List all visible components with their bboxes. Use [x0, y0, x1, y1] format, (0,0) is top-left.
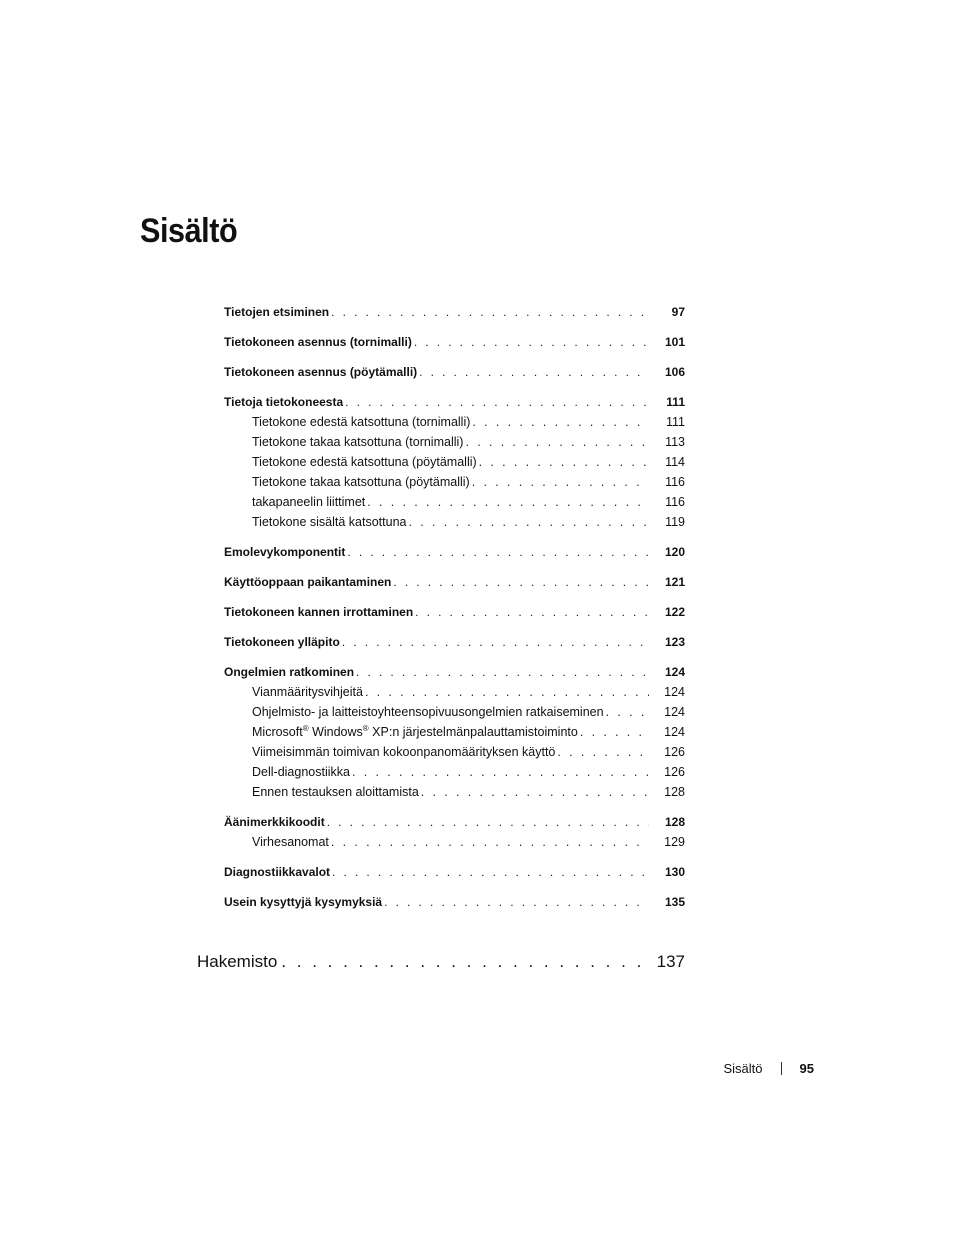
- toc-leader-dots: [331, 302, 649, 322]
- toc-entry-label: Dell-diagnostiikka: [252, 765, 350, 779]
- footer-page-number: 95: [799, 1061, 814, 1076]
- toc-subentry[interactable]: [224, 492, 685, 512]
- footer-section-label: Sisältö: [723, 1061, 763, 1076]
- toc-entry[interactable]: [224, 812, 685, 832]
- toc-entry-page: 130: [664, 865, 685, 879]
- toc-leader-dots: [409, 512, 650, 532]
- toc-leader-dots: [414, 332, 649, 352]
- toc-leader-dots: [465, 432, 649, 452]
- toc-leader-dots: [472, 412, 649, 432]
- index-entry[interactable]: [197, 952, 685, 978]
- page-footer: [700, 1061, 814, 1076]
- toc-entry-page: 129: [664, 835, 685, 849]
- toc-entry-page: 124: [664, 685, 685, 699]
- toc-entry-page: 116: [665, 475, 685, 489]
- toc-entry-label: Ohjelmisto- ja laitteistoyhteensopivuusongelmien ratkaiseminen: [252, 705, 604, 719]
- toc-entry-label: Tietokone takaa katsottuna (tornimalli): [252, 435, 464, 449]
- toc-entry-label: Ongelmien ratkominen: [224, 665, 355, 679]
- toc-leader-dots: [557, 742, 649, 762]
- toc-entry[interactable]: [224, 662, 685, 682]
- toc-subentry[interactable]: [224, 742, 685, 762]
- toc-leader-dots: [419, 362, 649, 382]
- toc-leader-dots: [384, 892, 649, 912]
- toc-leader-dots: [347, 542, 649, 562]
- toc-leader-dots: [421, 782, 649, 802]
- toc-entry-page: 122: [664, 605, 685, 619]
- toc-entry[interactable]: [224, 362, 685, 382]
- toc-leader-dots: [327, 812, 649, 832]
- toc-leader-dots: [352, 762, 649, 782]
- toc-entry-page: 124: [664, 725, 685, 739]
- index-leader-dots: [277, 952, 645, 972]
- toc-leader-dots: [345, 392, 649, 412]
- toc-subentry[interactable]: [224, 452, 685, 472]
- index-entry-page: 137: [656, 952, 685, 971]
- toc-leader-dots: [479, 452, 649, 472]
- toc-entry-label: Ennen testauksen aloittamista: [252, 785, 419, 799]
- toc-entry-label: Tietokone takaa katsottuna (pöytämalli): [252, 475, 470, 489]
- toc-entry-page: 126: [664, 765, 685, 779]
- toc-leader-dots: [580, 722, 649, 742]
- toc-entry-label: Tietojen etsiminen: [224, 305, 330, 319]
- toc-entry-page: 106: [664, 365, 685, 379]
- toc-entry[interactable]: [224, 332, 685, 352]
- toc-entry-page: 126: [664, 745, 685, 759]
- toc-entry-label: Tietokoneen kannen irrottaminen: [224, 605, 414, 619]
- table-of-contents: [224, 302, 685, 912]
- toc-entry-page: 135: [664, 895, 685, 909]
- toc-leader-dots: [342, 632, 649, 652]
- toc-leader-dots: [472, 472, 649, 492]
- toc-entry-label: Tietokone edestä katsottuna (pöytämalli): [252, 455, 477, 469]
- toc-entry-page: 124: [664, 665, 685, 679]
- toc-entry[interactable]: [224, 632, 685, 652]
- toc-subentry[interactable]: [224, 412, 685, 432]
- toc-entry-label: Tietokone edestä katsottuna (tornimalli): [252, 415, 471, 429]
- toc-entry-label: Vianmääritysvihjeitä: [252, 685, 363, 699]
- toc-subentry[interactable]: [224, 782, 685, 802]
- toc-entry-label: Tietokoneen asennus (pöytämalli): [224, 365, 418, 379]
- toc-entry-page: 97: [671, 305, 685, 319]
- toc-entry-page: 113: [665, 435, 685, 449]
- toc-entry-page: 128: [664, 815, 685, 829]
- toc-entry-label: Viimeisimmän toimivan kokoonpanomäärityksen käyttö: [252, 745, 556, 759]
- toc-entry[interactable]: [224, 302, 685, 322]
- toc-subentry[interactable]: [224, 762, 685, 782]
- toc-leader-dots: [393, 572, 649, 592]
- toc-subentry[interactable]: [224, 702, 685, 722]
- toc-subentry[interactable]: [224, 722, 685, 742]
- toc-entry-page: 128: [664, 785, 685, 799]
- toc-subentry[interactable]: [224, 682, 685, 702]
- toc-entry[interactable]: [224, 542, 685, 562]
- toc-entry-label: Tietoja tietokoneesta: [224, 395, 344, 409]
- toc-entry-label: Usein kysyttyjä kysymyksiä: [224, 895, 383, 909]
- toc-entry-label: Virhesanomat: [252, 835, 329, 849]
- toc-entry[interactable]: [224, 862, 685, 882]
- toc-entry-label: Käyttöoppaan paikantaminen: [224, 575, 392, 589]
- toc-subentry[interactable]: [224, 832, 685, 852]
- toc-entry-label: Tietokoneen asennus (tornimalli): [224, 335, 412, 349]
- index-entry-label: Hakemisto: [197, 952, 278, 971]
- toc-entry-page: 111: [665, 415, 685, 429]
- toc-entry-page: 121: [664, 575, 685, 589]
- toc-leader-dots: [331, 832, 649, 852]
- toc-leader-dots: [332, 862, 649, 882]
- toc-leader-dots: [356, 662, 649, 682]
- toc-entry-page: 111: [666, 395, 685, 409]
- toc-entry-page: 119: [665, 515, 685, 529]
- toc-entry[interactable]: [224, 892, 685, 912]
- toc-entry-page: 116: [665, 495, 685, 509]
- toc-entry-page: 124: [664, 705, 685, 719]
- toc-entry-label: Microsoft® Windows® XP:n järjestelmänpalauttamistoiminto: [252, 723, 578, 739]
- toc-leader-dots: [367, 492, 649, 512]
- toc-entry-page: 120: [664, 545, 685, 559]
- toc-entry-label: Äänimerkkikoodit: [224, 815, 325, 829]
- toc-subentry[interactable]: [224, 472, 685, 492]
- toc-subentry[interactable]: [224, 512, 685, 532]
- toc-leader-dots: [415, 602, 649, 622]
- toc-entry-label: Tietokoneen ylläpito: [224, 635, 340, 649]
- toc-entry-label: Diagnostiikkavalot: [224, 865, 331, 879]
- toc-entry[interactable]: [224, 572, 685, 592]
- toc-entry[interactable]: [224, 602, 685, 622]
- toc-leader-dots: [606, 702, 649, 722]
- toc-entry-label: takapaneelin liittimet: [252, 495, 366, 509]
- toc-subentry[interactable]: [224, 432, 685, 452]
- toc-entry-page: 114: [665, 455, 685, 469]
- toc-leader-dots: [365, 682, 649, 702]
- footer-separator: [781, 1062, 782, 1075]
- toc-entry[interactable]: [224, 392, 685, 412]
- toc-entry-label: Emolevykomponentit: [224, 545, 346, 559]
- toc-entry-label: Tietokone sisältä katsottuna: [252, 515, 407, 529]
- page-title: Sisältö: [140, 212, 238, 250]
- toc-entry-page: 101: [664, 335, 685, 349]
- toc-entry-page: 123: [664, 635, 685, 649]
